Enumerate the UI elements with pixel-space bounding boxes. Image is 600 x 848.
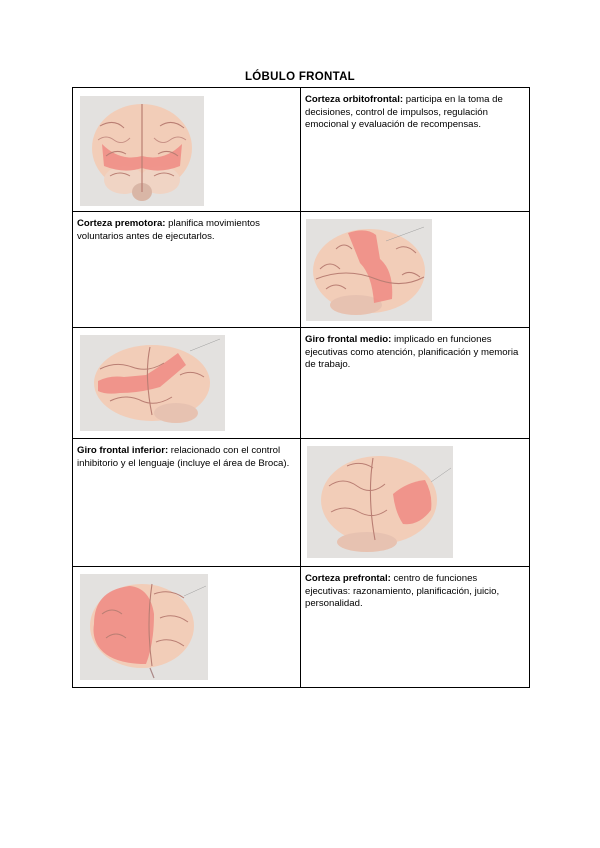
description-text: relacionado con el control inhibitorio y el lenguaje (incluye el área de Broca). bbox=[77, 445, 290, 469]
description-text: planifica movimientos voluntarios antes de ejecutarlos. bbox=[77, 218, 260, 242]
image-cell bbox=[301, 439, 530, 567]
term-label: Corteza premotora: bbox=[77, 218, 166, 229]
brain-premotor-image bbox=[306, 219, 432, 321]
description-text: implicado en funciones ejecutivas como atención, planificación y memoria de trabajo. bbox=[305, 334, 519, 371]
term-label: Corteza prefrontal: bbox=[305, 573, 391, 584]
brain-front-view-image bbox=[80, 96, 204, 206]
term-label: Giro frontal inferior: bbox=[77, 445, 169, 456]
description-cell bbox=[301, 567, 530, 688]
middle-gyrus-description bbox=[301, 328, 529, 376]
brain-prefrontal-image bbox=[80, 574, 208, 680]
inferior-gyrus-description bbox=[73, 439, 300, 474]
description-cell bbox=[301, 88, 530, 212]
description-text: centro de funciones ejecutivas: razonamiento, planificación, juicio, personalidad. bbox=[305, 573, 500, 610]
prefrontal-description bbox=[301, 567, 529, 615]
table-row bbox=[73, 439, 530, 567]
page-title: LÓBULO FRONTAL bbox=[244, 71, 356, 83]
term-label: Giro frontal medio: bbox=[305, 334, 392, 345]
table-row bbox=[73, 88, 530, 212]
brain-inferior-gyrus-image bbox=[307, 446, 453, 558]
term-label: Corteza orbitofrontal: bbox=[305, 94, 404, 105]
premotor-description bbox=[73, 212, 300, 247]
description-cell bbox=[301, 328, 530, 439]
image-cell bbox=[73, 567, 301, 688]
description-cell bbox=[73, 212, 301, 328]
frontal-lobe-table bbox=[72, 87, 530, 688]
image-cell bbox=[73, 88, 301, 212]
description-text: participa en la toma de decisiones, control de impulsos, regulación emocional y evaluación de recompensas. bbox=[305, 94, 503, 131]
table-row bbox=[73, 212, 530, 328]
brain-middle-gyrus-image bbox=[80, 335, 225, 431]
image-cell bbox=[301, 212, 530, 328]
orbitofrontal-description bbox=[301, 88, 529, 136]
description-cell bbox=[73, 439, 301, 567]
table-row bbox=[73, 328, 530, 439]
table-row bbox=[73, 567, 530, 688]
image-cell bbox=[73, 328, 301, 439]
